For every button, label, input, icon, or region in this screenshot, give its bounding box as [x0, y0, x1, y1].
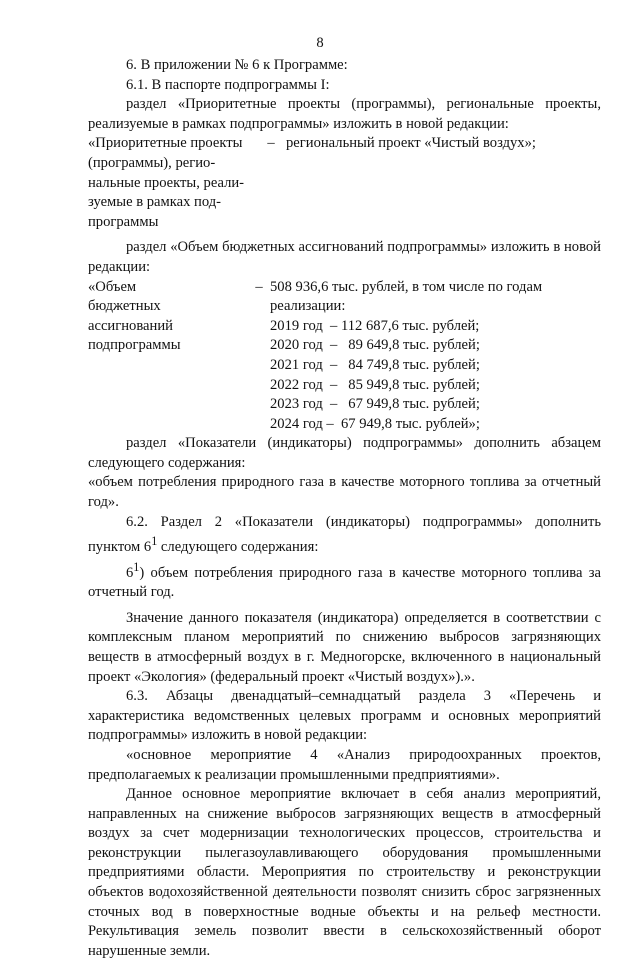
section-6-1-heading: 6.1. В паспорте подпрограммы I: — [126, 76, 330, 93]
budget-section-intro: раздел «Объем бюджетных ассигнований подпрограммы» изложить в новой редакции: — [88, 239, 601, 275]
indicators-quote: «объем потребления природного газа в качестве моторного топлива за отчетный год». — [88, 474, 601, 511]
budget-table — [88, 278, 601, 435]
priority-value: региональный проект «Чистый воздух»; — [286, 135, 536, 152]
budget-total: 508 936,6 тыс. рублей, в том числе по годам — [270, 278, 543, 295]
priority-dash: – — [267, 135, 275, 152]
budget-year-2022: 2022 год – 85 949,8 тыс. рублей; — [270, 376, 480, 393]
priority-projects-table — [88, 134, 601, 232]
indicators-section-intro: раздел «Показатели (индикаторы) подпрограммы» дополнить абзацем следующего содержания: — [88, 435, 601, 471]
page-number: 8 — [316, 35, 324, 51]
budget-year-2021: 2021 год – 84 749,8 тыс. рублей; — [270, 356, 480, 373]
budget-year-2020: 2020 год – 89 649,8 тыс. рублей; — [270, 337, 480, 354]
budget-label: «Объем бюджетных ассигнований подпрограммы — [88, 278, 181, 354]
budget-total-cont: реализации: — [270, 298, 346, 315]
priority-section-intro: раздел «Приоритетные проекты (программы), региональные проекты, реализуемые в рамках подпрограммы» изложить в новой редакции: — [88, 96, 601, 132]
activity-body: Данное основное мероприятие включает в себя анализ мероприятий, направленных на снижение выбросов загрязняющих веществ в атмосферный воздух за счет модернизации технологических процессов, строительства и реконструкции пылегазоулавливающего оборудования промышленными предприятиями области. Мероприятия по строительству и реконструкции объектов водохозяйственной деятельности позволят снизить сброс загрязненных сточных вод в поверхностные водные объекты и на рельеф местности. Рекультивация земель позволит ввести в сельскохозяйственный оборот нарушенные земли. — [88, 786, 601, 959]
section-6-2-item: $6^1$) объем потребления природного газа в качестве моторного топлива за отчетный год. — [88, 559, 601, 601]
budget-dash: – — [255, 278, 263, 295]
section-6-heading: 6. В приложении № 6 к Программе: — [126, 57, 348, 73]
priority-label: «Приоритетные проекты (программы), регио- нальные проекты, реали- зуемые в рамках под- программы — [88, 135, 245, 230]
budget-values — [270, 278, 601, 435]
indicator-note: Значение данного показателя (индикатора) определяется в соответствии с комплексным планом мероприятий по снижению выбросов загрязняющих веществ в атмосферный воздух в г. Медногорске, включенного в национальный проект «Экология» (федеральный проект «Чистый воздух»).». — [88, 609, 601, 685]
activity-title: «основное мероприятие 4 «Анализ природоохранных проектов, предполагаемых к реализации промышленными предприятиями». — [88, 746, 601, 783]
document-body — [88, 56, 601, 961]
section-6-2: 6.2. Раздел 2 «Показатели (индикаторы) подпрограммы» дополнить пунктом $6^1$ следующего содержания: — [88, 513, 601, 556]
budget-year-2023: 2023 год – 67 949,8 тыс. рублей; — [270, 396, 480, 413]
budget-year-2024: 2024 год – 67 949,8 тыс. рублей»; — [270, 415, 480, 432]
section-6-3: 6.3. Абзацы двенадцатый–семнадцатый раздела 3 «Перечень и характеристика ведомственных целевых программ и основных мероприятий подпрограммы» изложить в новой редакции: — [88, 688, 601, 744]
budget-year-2019: 2019 год – 112 687,6 тыс. рублей; — [270, 317, 480, 334]
